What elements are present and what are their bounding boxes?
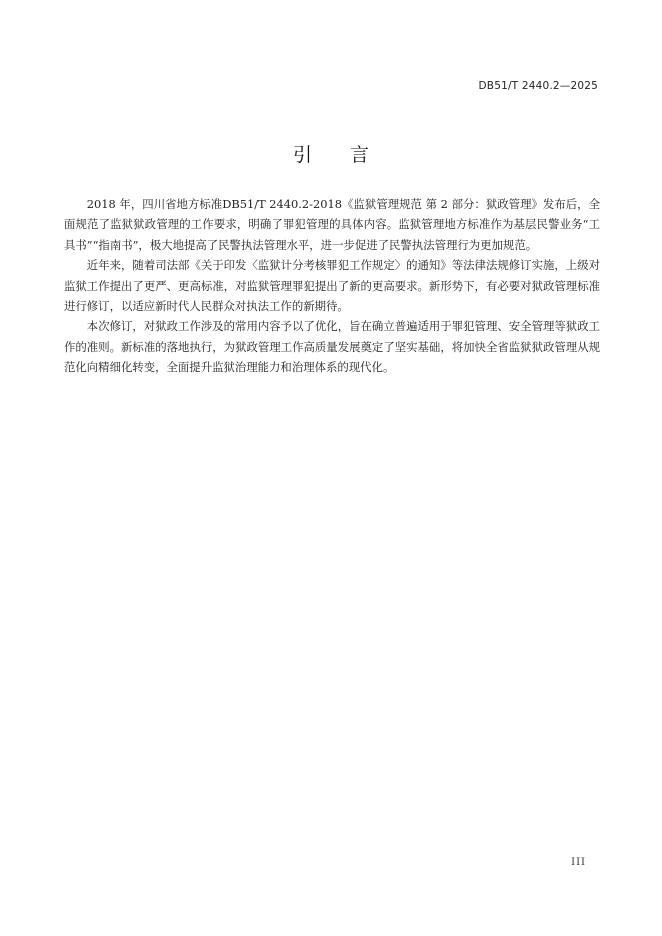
paragraph-3: 本次修订，对狱政工作涉及的常用内容予以了优化，旨在确立普遍适用于罪犯管理、安全管理等狱政工作的准则。新标准的落地执行，为狱政管理工作高质量发展奠定了坚实基础，将加快全省监狱狱政管理从规范化向精细化转变，全面提升监狱治理能力和治理体系的现代化。 [64, 319, 600, 375]
title-char-1: 引 [292, 144, 312, 166]
paragraph-2: 近年来，随着司法部《关于印发〈监狱计分考核罪犯工作规定〉的通知》等法律法规修订实施，上级对监狱工作提出了更严、更高标准，对监狱管理罪犯提出了新的更高要求。新形势下，有必要对狱政管理标准进行修订，以适应新时代人民群众对执法工作的新期待。 [64, 258, 600, 314]
paragraph-1: 2018 年，四川省地方标准DB51/T 2440.2-2018《监狱管理规范 第 2 部分：狱政管理》发布后，全面规范了监狱狱政管理的工作要求，明确了罪犯管理的具体内容。监狱管理地方标准作为基层民警业务“工具书”“指南书”，极大地提高了民警执法管理水平，进一步促进了民警执法管理行为更加规范。 [64, 197, 600, 252]
standard-code: DB51/T 2440.2—2025 [478, 80, 598, 92]
body-text [64, 194, 600, 378]
page-number: III [571, 857, 586, 868]
title-char-2: 言 [350, 144, 370, 166]
page-title [0, 140, 662, 167]
